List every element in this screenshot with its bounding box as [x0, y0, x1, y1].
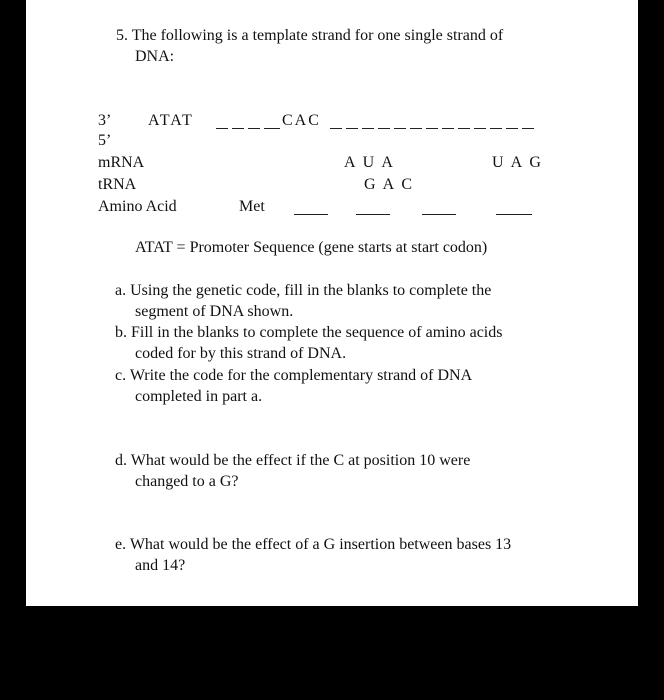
- dna-blank: [330, 128, 342, 129]
- dna-blank: [474, 128, 486, 129]
- part-a-cont: segment of DNA shown.: [135, 303, 294, 320]
- dna-blank: [394, 128, 406, 129]
- worksheet-page: [26, 0, 638, 606]
- amino-acid-blank: [422, 214, 456, 215]
- dna-blank: [264, 128, 280, 129]
- question-title: 5. The following is a template strand for one single strand of: [116, 27, 504, 44]
- trna-codon: G A C: [364, 176, 415, 193]
- dna-blank: [506, 128, 518, 129]
- amino-acid-blank: [496, 214, 532, 215]
- dna-blank: [522, 128, 534, 129]
- dna-blank: [378, 128, 390, 129]
- amino-acid-blank: [356, 214, 390, 215]
- amino-acid-blank: [294, 214, 328, 215]
- part-b-cont: coded for by this strand of DNA.: [135, 345, 347, 362]
- mrna-codon: U A G: [492, 154, 543, 171]
- question-title-cont: DNA:: [135, 48, 175, 65]
- dna-blank: [426, 128, 438, 129]
- dna-blank: [232, 128, 244, 129]
- amino-acid-met: Met: [239, 198, 265, 215]
- dna-blank: [442, 128, 454, 129]
- dna-blank: [216, 128, 228, 129]
- strand-3-label: 3’: [98, 112, 112, 129]
- part-c: c. Write the code for the complementary strand of DNA: [115, 367, 473, 384]
- mrna-codon: A U A: [344, 154, 395, 171]
- mrna-label: mRNA: [98, 154, 145, 171]
- part-a: a. Using the genetic code, fill in the blanks to complete the: [115, 282, 492, 299]
- strand-3-seq-cac: CAC: [282, 112, 321, 129]
- part-c-cont: completed in part a.: [135, 388, 263, 405]
- dna-blank: [248, 128, 260, 129]
- part-e: e. What would be the effect of a G insertion between bases 13: [115, 536, 512, 553]
- dna-blank: [346, 128, 358, 129]
- dna-blank: [490, 128, 502, 129]
- part-d-cont: changed to a G?: [135, 473, 239, 490]
- amino-acid-label: Amino Acid: [98, 198, 177, 215]
- strand-5-label: 5’: [98, 132, 112, 149]
- dna-blank: [362, 128, 374, 129]
- promoter-note: ATAT = Promoter Sequence (gene starts at start codon): [135, 239, 488, 256]
- strand-3-seq-start: ATAT: [148, 112, 194, 129]
- part-d: d. What would be the effect if the C at position 10 were: [115, 452, 471, 469]
- trna-label: tRNA: [98, 176, 137, 193]
- part-b: b. Fill in the blanks to complete the sequence of amino acids: [115, 324, 503, 341]
- dna-blank: [410, 128, 422, 129]
- part-e-cont: and 14?: [135, 557, 186, 574]
- dna-blank: [458, 128, 470, 129]
